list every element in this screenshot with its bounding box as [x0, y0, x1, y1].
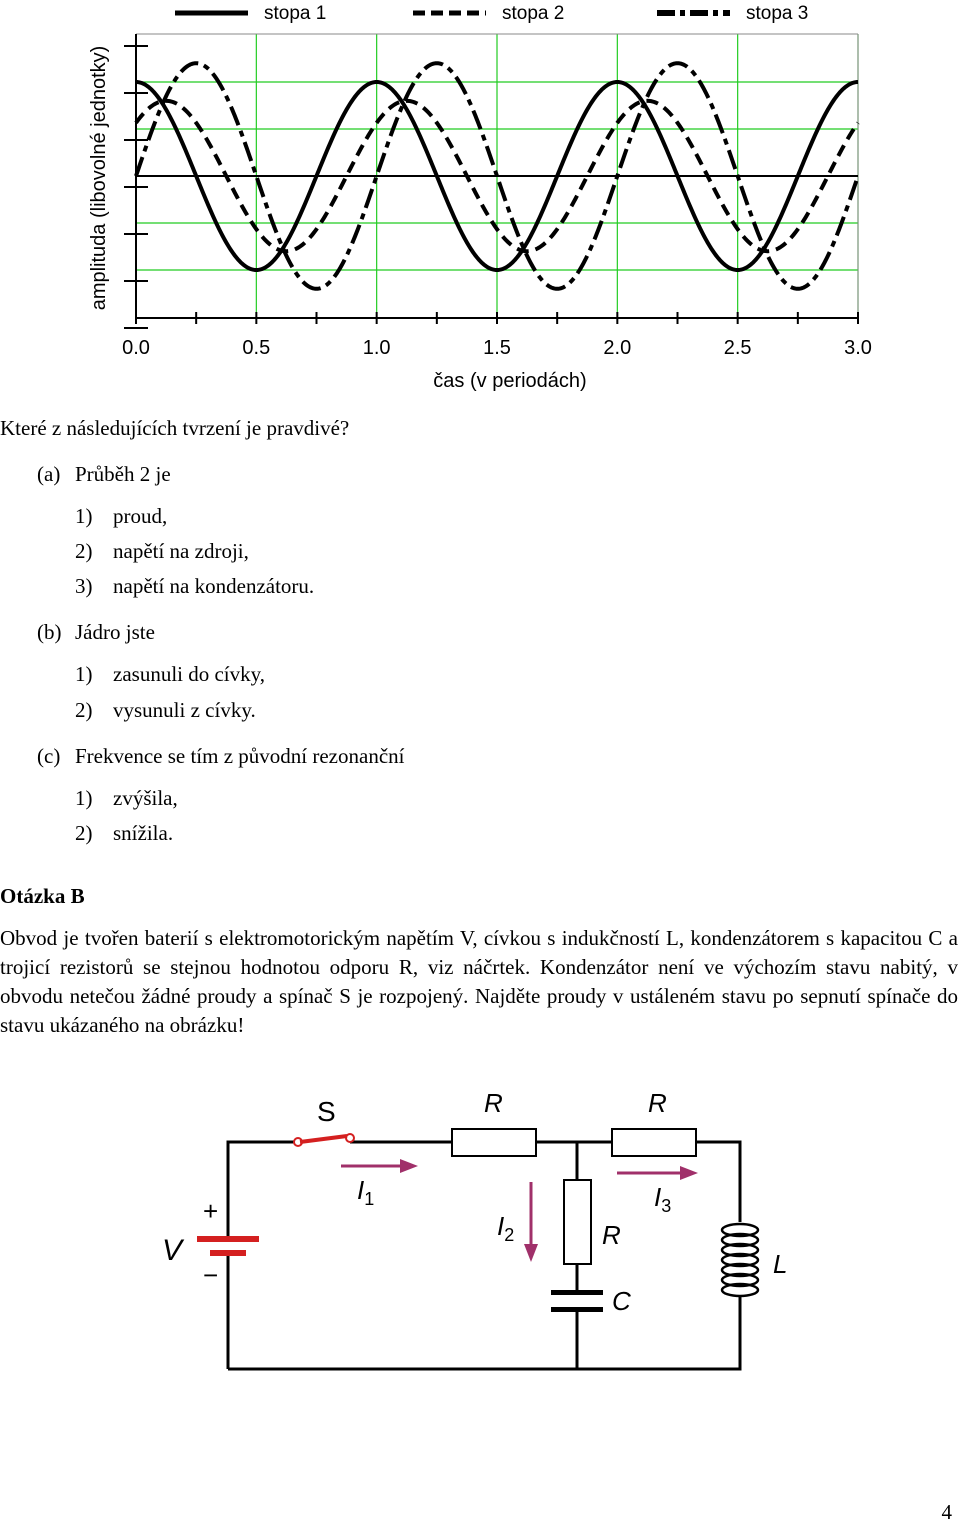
part-b-option-2-num: 2): [75, 698, 93, 722]
resistor-1-label: R: [484, 1088, 503, 1118]
question-intro: Které z následujících tvrzení je pravdivé?: [0, 416, 350, 440]
part-b-option-1-num: 1): [75, 662, 93, 686]
legend-label-stopa-2: stopa 2: [502, 3, 565, 24]
arrowhead-3: [680, 1166, 698, 1180]
section-b-paragraph: Obvod je tvořen baterií s elektromotorickým napětím V, cívkou s indukčností L, kondenzátorem s kapacitou C a trojicí rezistorů se stejnou hodnotou odporu R, viz náčrtek. Kondenzátor není ve výchozím stavu nabitý, v obvodu netečou žádné proudy a spínač S je rozpojený. Najděte proudy v ustáleném stavu po sepnutí spínače do stavu ukázaného na obrázku!: [0, 926, 958, 1037]
part-a-text: Průběh 2 je: [75, 462, 171, 486]
resistor-3: [564, 1180, 591, 1264]
waveform-chart: [0, 0, 960, 400]
current-arrows: [341, 1159, 698, 1262]
part-a-label: (a): [37, 462, 61, 486]
resistor-1: [452, 1129, 536, 1156]
section-b-heading: Otázka B: [0, 884, 85, 908]
part-c-option-1-text: zvýšila,: [113, 786, 178, 810]
switch: [294, 1134, 354, 1146]
current-3-label: $I_3$: [654, 1182, 672, 1216]
battery-plus: +: [203, 1196, 219, 1226]
resistor-2: [612, 1129, 696, 1156]
x-tick-label: 3.0: [844, 337, 872, 359]
circuit-diagram: [0, 1080, 960, 1400]
part-b-text: Jádro jste: [75, 620, 155, 644]
arrowhead-1: [400, 1159, 418, 1173]
capacitor-label: C: [612, 1286, 631, 1316]
inductor-coil: [722, 1224, 758, 1296]
part-a-option-2-text: napětí na zdroji,: [113, 539, 249, 563]
current-1-label: $I_1$: [357, 1175, 375, 1209]
legend-label-stopa-1: stopa 1: [264, 3, 327, 24]
circuit-wires: [228, 1142, 740, 1369]
arrowhead-2: [524, 1244, 538, 1262]
x-axis-label: čas (v periodách): [433, 370, 587, 392]
part-a-option-3-text: napětí na kondenzátoru.: [113, 574, 315, 598]
part-a-option-2-num: 2): [75, 539, 93, 563]
part-c-label: (c): [37, 744, 61, 768]
x-tick-label: 0.0: [122, 337, 150, 359]
battery-minus: −: [203, 1260, 219, 1290]
page-number: 4: [941, 1500, 952, 1524]
chart-legend: [175, 3, 808, 24]
battery: [197, 1236, 259, 1256]
x-tick-label: 1.5: [483, 337, 511, 359]
part-b-label: (b): [37, 620, 62, 644]
x-tick-label: 0.5: [242, 337, 271, 359]
chart-axes: [124, 34, 858, 328]
battery-label: V: [162, 1234, 183, 1267]
x-tick-label: 1.0: [362, 337, 391, 359]
x-tick-label: 2.0: [603, 337, 632, 359]
chart-x-tick-labels: [122, 337, 872, 359]
x-tick-label: 2.5: [723, 337, 752, 359]
resistor-3-label: R: [602, 1220, 621, 1250]
current-2-label: $I_2$: [497, 1211, 515, 1245]
part-c-option-1-num: 1): [75, 786, 93, 810]
part-b-option-1-text: zasunuli do cívky,: [113, 662, 266, 686]
part-a-option-1-num: 1): [75, 504, 93, 528]
y-axis-label: amplituda (libovolné jednotky): [88, 45, 110, 311]
part-a-option-3-num: 3): [75, 574, 93, 598]
part-c-option-2-num: 2): [75, 821, 93, 845]
part-a-option-1-text: proud,: [113, 504, 168, 528]
legend-label-stopa-3: stopa 3: [746, 3, 809, 24]
part-b-option-2-text: vysunuli z cívky.: [113, 698, 256, 722]
capacitor: [551, 1290, 603, 1312]
inductor-label: L: [773, 1249, 788, 1279]
switch-label: S: [317, 1096, 336, 1127]
resistor-2-label: R: [648, 1088, 667, 1118]
part-c-text: Frekvence se tím z původní rezonanční: [75, 744, 405, 768]
part-c-option-2-text: snížila.: [113, 821, 174, 845]
